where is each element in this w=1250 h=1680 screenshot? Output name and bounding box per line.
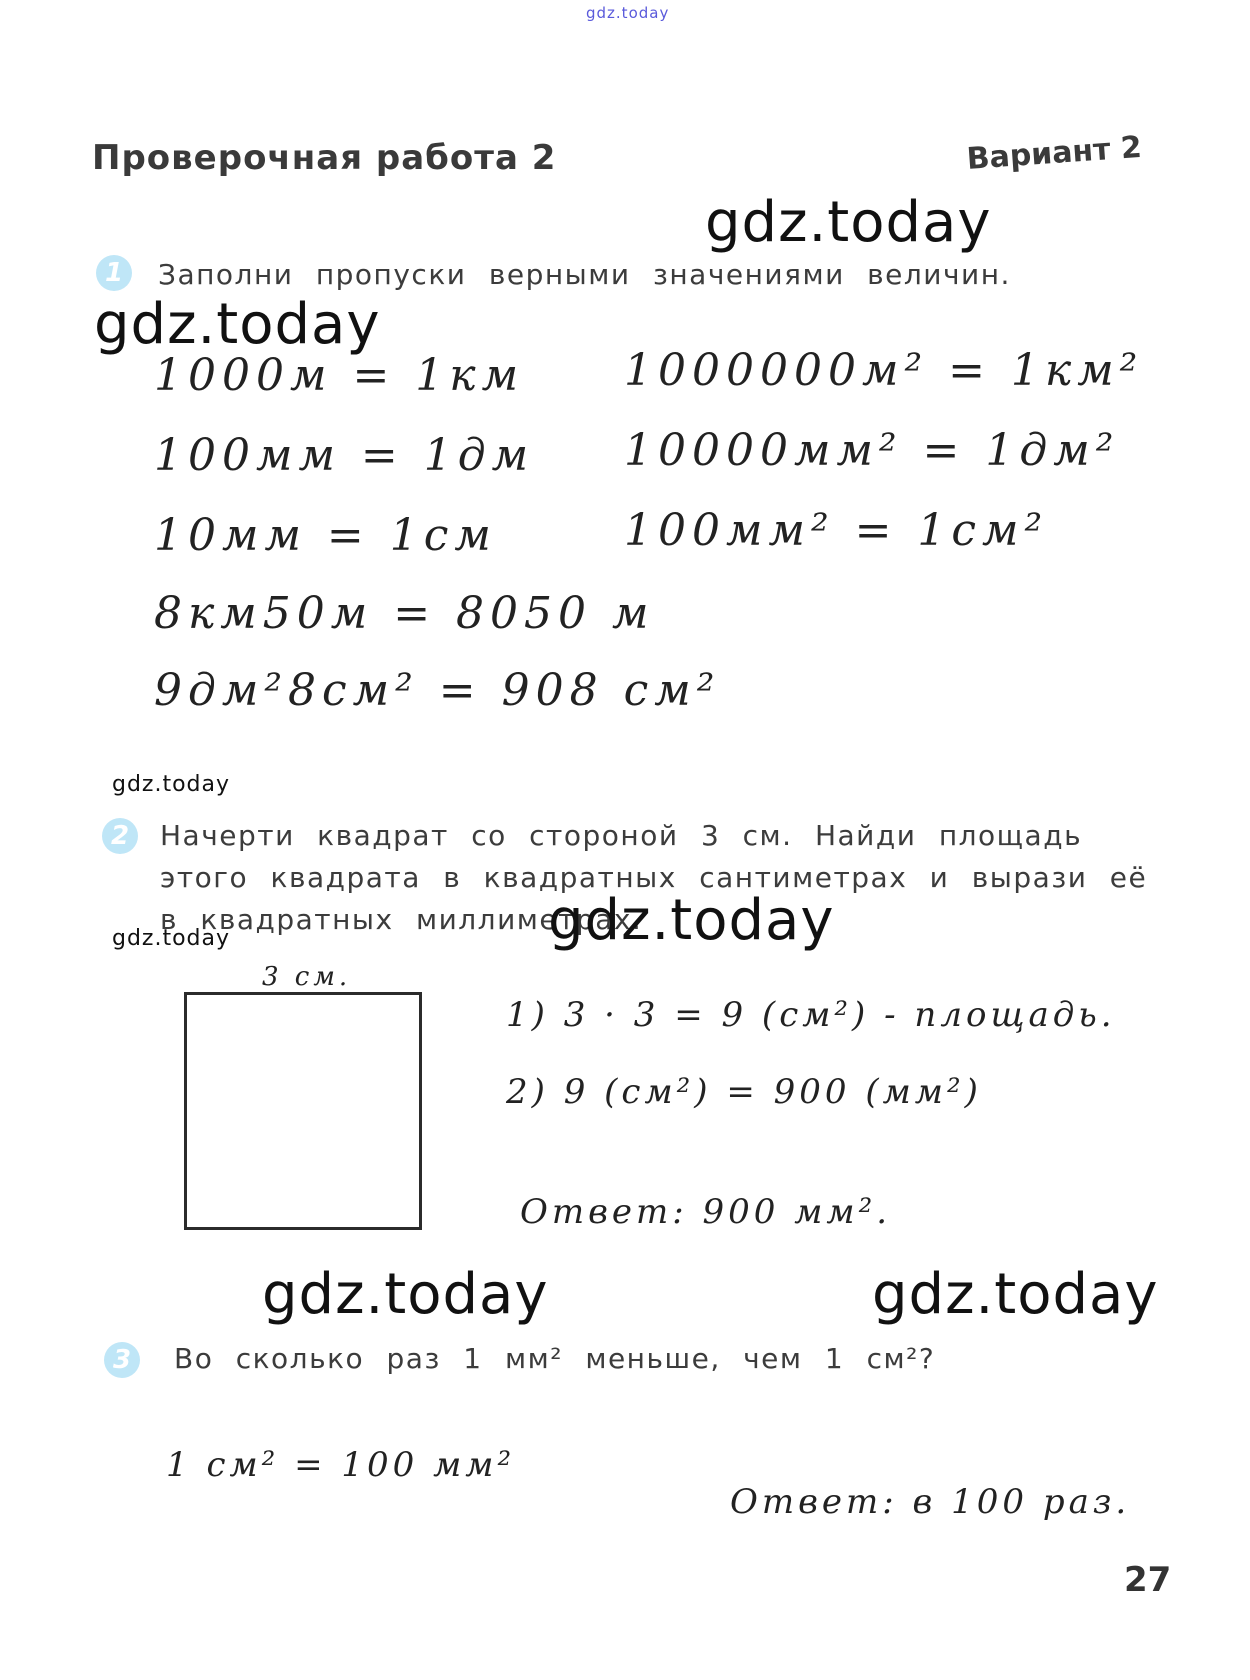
watermark-big: gdz.today [94,292,381,357]
task3-answer: Ответ: в 100 раз. [730,1482,1131,1522]
variant-label: Вариант 2 [965,129,1143,177]
answer-line: 1000000м² = 1км² [624,345,1144,396]
watermark-small: gdz.today [112,926,231,951]
answer-line: 1000м = 1км [154,350,525,401]
task-number-badge: 2 [102,818,138,854]
task3-work: 1 см² = 100 мм² [166,1445,516,1485]
answer-line: 8км50м = 8050 м [154,588,655,639]
watermark-big: gdz.today [705,190,992,255]
watermark-big: gdz.today [548,888,835,953]
task-number-badge: 1 [96,255,132,291]
task1-text: Заполни пропуски верными значениями величин. [158,258,1011,291]
drawn-square [184,992,422,1230]
task2-answer: Ответ: 900 мм². [520,1192,892,1232]
watermark-big: gdz.today [262,1262,549,1327]
page-number: 27 [1124,1560,1172,1600]
watermark-big: gdz.today [872,1262,1159,1327]
answer-line: 100мм = 1дм [154,430,535,481]
task-number-badge: 3 [104,1342,140,1378]
square-side-label: 3 см. [262,962,352,992]
solution-step: 1) 3 · 3 = 9 (см²) - площадь. [506,995,1116,1035]
solution-step: 2) 9 (см²) = 900 (мм²) [506,1072,982,1112]
page-title: Проверочная работа 2 [92,138,557,178]
watermark-small: gdz.today [112,772,231,797]
watermark-top: gdz.today [586,4,670,22]
task2-text: Начерти квадрат со стороной 3 см. Найди площадь этого квадрата в квадратных сантиметрах и вырази её в квадратных миллиметрах. [160,819,1148,936]
answer-line: 100мм² = 1см² [624,505,1049,556]
answer-line: 9дм²8см² = 908 см² [154,665,721,716]
answer-line: 10000мм² = 1дм² [624,425,1120,476]
answer-line: 10мм = 1см [154,510,497,561]
task3-text: Во сколько раз 1 мм² меньше, чем 1 см²? [174,1342,936,1375]
